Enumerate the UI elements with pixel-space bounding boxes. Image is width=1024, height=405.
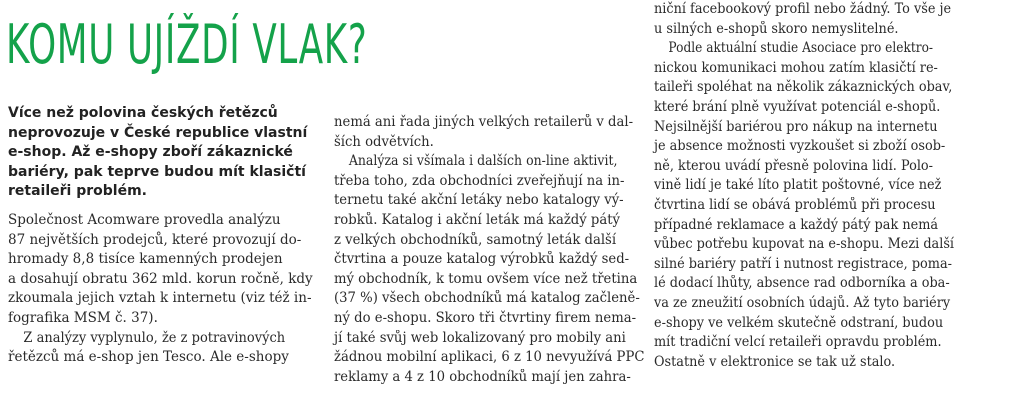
body-line: robků. Katalog i akční leták má každý pátý	[334, 211, 620, 228]
body-line: mít tradiční velcí retaileři opravdu problém.	[654, 334, 942, 351]
body-line: nemá ani řada jiných velkých retailerů v dal-	[334, 114, 634, 130]
lead-line: Více než polovina českých řetězců	[8, 105, 278, 121]
body-line: 87 největších prodejců, které provozují do-	[8, 231, 302, 248]
body-line: silné bariéry patří i nutnost registrace, poma-	[654, 255, 952, 272]
article-lead	[8, 104, 328, 202]
body-line: ternetu také akční letáky nebo katalogy vý-	[334, 192, 624, 209]
body-line: fografika MSM č. 37).	[8, 309, 158, 326]
body-line: Nejsilnější bariérou pro nákup na internetu	[654, 118, 938, 135]
body-line: (37 %) všech obchodníků má katalog začleně-	[334, 290, 640, 307]
body-line: niční facebookový profil nebo žádný. To vše je	[654, 1, 952, 17]
body-line: Analýza si všímala i dalších on-line aktivit,	[348, 153, 618, 170]
body-line: u silných e-shopů skoro nemyslitelné.	[654, 20, 899, 37]
body-line: vině lidí je také líto platit poštovné, více než	[654, 177, 942, 194]
body-line: které brání plně využívat potenciál e-shopů.	[654, 98, 941, 115]
body-line: Z analýzy vyplynulo, že z potravinových	[23, 329, 286, 346]
body-line: případné reklamace a každý pátý pak nemá	[654, 216, 939, 233]
body-line: reklamy a 4 z 10 obchodníků mají jen zahra-	[334, 368, 631, 385]
article-column-1	[8, 211, 313, 368]
body-line: taileři spoléhat na několik zákaznických obav,	[654, 79, 953, 96]
body-line: řetězců má e-shop jen Tesco. Ale e-shopy	[8, 349, 289, 366]
lead-line: bariéry, pak teprve budou mít klasičtí	[8, 163, 306, 180]
body-line: va ze zneužití osobních údajů. Až tyto bariéry	[654, 294, 951, 311]
body-line: žádnou mobilní aplikaci, 6 z 10 nevyužívá PPC	[334, 349, 645, 366]
body-line: čtvrtina a pouze katalog výrobků každý sed-	[334, 251, 630, 268]
body-line: Ostatně v elektronice se tak už stalo.	[654, 353, 896, 370]
body-line: ších odvětvích.	[334, 133, 434, 150]
body-line: mý obchodník, k tomu ovšem více než třetina	[334, 270, 638, 287]
body-line: čtvrtina lidí se obává problémů při procesu	[654, 196, 936, 213]
body-line: lé dodací lhůty, absence rad odborníka a oba-	[654, 275, 950, 292]
article-column-2	[334, 113, 651, 387]
article-column-3	[654, 0, 969, 372]
body-line: Podle aktuální studie Asociace pro elektro-	[668, 40, 934, 57]
body-line: jí také svůj web lokalizovaný pro mobily ani	[334, 329, 626, 346]
lead-line: e-shop. Až e-shopy zboří zákaznické	[8, 144, 293, 161]
body-line: třeba toho, zda obchodníci zveřejňují na in-	[334, 172, 625, 189]
body-line: z velkých obchodníků, samotný leták další	[334, 231, 617, 248]
body-line: a dosahují obratu 362 mld. korun ročně, kdy	[8, 270, 313, 287]
body-line: zkoumala jejich vztah k internetu (viz též in-	[8, 290, 312, 307]
body-line: vůbec potřebu kupovat na e-shopu. Mezi další	[654, 236, 955, 253]
body-line: ný do e-shopu. Skoro tři čtvrtiny firem nema-	[334, 309, 637, 326]
body-line: e-shopy ve velkém skutečně odstraní, budou	[654, 314, 944, 331]
body-line: nickou komunikaci mohou zatím klasičtí re-	[654, 59, 938, 76]
body-line: je absence možnosti vyzkoušet si zboží osob-	[654, 138, 946, 155]
lead-line: neprovozuje v České republice vlastní	[8, 124, 308, 141]
body-line: ně, kterou uvádí přesně polovina lidí. Polo-	[654, 157, 934, 174]
lead-line: retaileři problém.	[8, 183, 147, 200]
body-line: Společnost Acomware provedla analýzu	[8, 212, 281, 228]
body-line: hromady 8,8 tisíce kamenných prodejen	[8, 251, 283, 268]
article-headline: KOMU UJÍŽDÍ VLAK?	[6, 13, 368, 76]
